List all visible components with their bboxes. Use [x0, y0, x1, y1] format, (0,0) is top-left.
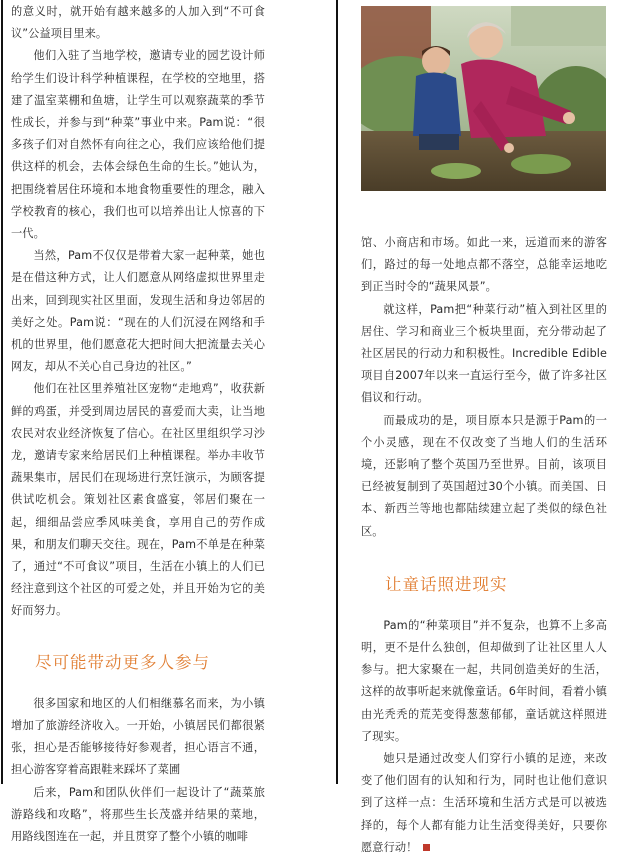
- paragraph-text: 她只是通过改变人们穿行小镇的足迹，来改变了他们固有的认知和行为，同时也让他们意识到了这样一点：生活环境和生活方式是可以被选择的，每个人都有能力让生活变得美好，只要你愿意行动！: [361, 752, 607, 854]
- left-column: [11, 0, 265, 843]
- paragraph: 当然，Pam不仅仅是带着大家一起种菜，她也是在借这种方式，让人们愿意从网络虚拟世界里走出来，回到现实社区里面，发现生活和身边邻居的美好之处。Pam说：“现在的人们沉浸在网络和手机的世界里，他们愿意花大把时间大把流量去关心网友，却从不关心自己身边的社区。”: [11, 249, 265, 374]
- end-mark-icon: [423, 844, 430, 851]
- section-heading: 尽可能带动更多人参与: [35, 652, 210, 672]
- paragraph: 而最成功的是，项目原本只是源于Pam的一个小灵感，现在不仅改变了当地人们的生活环境，还影响了整个英国乃至世界。目前，该项目已经被复制到了英国超过30个小镇。而美国、日本、新西兰等地也都陆续建立起了类似的绿色社区。: [361, 413, 607, 538]
- paragraph: 的意义时，就开始有越来越多的人加入到“不可食议”公益项目里来。: [11, 5, 265, 41]
- right-column-rule: [336, 0, 338, 784]
- left-column-rule: [1, 0, 3, 784]
- section-heading: 让童话照进现实: [385, 574, 508, 594]
- paragraph: 就这样，Pam把“种菜行动”植入到社区里的居住、学习和商业三个板块里面，充分带动起了社区居民的行动力和积极性。Incredible Edible项目自2007年以来一直运行至今，做了许多社区倡议和行动。: [361, 302, 607, 405]
- paragraph: 很多国家和地区的人们相继慕名而来，为小镇增加了旅游经济收入。一开始，小镇居民们都很紧张，担心是否能够接待好参观者，担心语言不通，担心游客穿着高跟鞋来踩坏了菜圃: [11, 696, 265, 777]
- paragraph: 后来，Pam和团队伙伴们一起设计了“蔬菜旅游路线和攻略”，将那些生长茂盛并结果的菜地，用路线图连在一起，并且贯穿了整个小镇的咖啡: [11, 785, 265, 843]
- paragraph: 他们入驻了当地学校，邀请专业的园艺设计师给学生们设计科学种植课程，在学校的空地里，搭建了温室菜棚和鱼塘，让学生可以观察蔬菜的季节性成长，并参与到“种菜”事业中来。Pam说：“很多孩子们对自然怀有向往之心，我们应该给他们提供这样的机会，去体会绿色生命的生长。”她认为，把围绕着居住环境和本地食物重要性的理念，融入学校教育的核心，我们也可以培养出让人惊喜的下一代。: [11, 49, 265, 241]
- garden-photo: [361, 6, 606, 191]
- paragraph: Pam的“种菜项目”并不复杂，也算不上多高明，更不是什么独创，但却做到了让社区里人人参与。把大家聚在一起，共同创造美好的生活，这样的故事听起来就像童话。6年时间，看着小镇由光秃秃的荒芜变得葱葱郁郁，童话就这样照进了现实。: [361, 618, 607, 743]
- paragraph: [361, 748, 607, 859]
- paragraph: 他们在社区里养殖社区宠物“走地鸡”，收获新鲜的鸡蛋，并受到周边居民的喜爱而大卖，让当地农民对农业经济恢复了信心。在社区里组织学习沙龙，邀请专家来给居民们上种植课程。举办丰收节蔬果集市，居民们在现场进行烹饪演示，为顾客提供试吃机会。策划社区素食盛宴，邻居们聚在一起，细细品尝应季风味美食，享用自己的劳作成果，和朋友们聊天交往。现在，Pam不单是在种菜了，通过“不可食议”项目，生活在小镇上的人们已经注意到这个社区的可爱之处，并且开始为它的美好而努力。: [11, 382, 265, 618]
- right-column: [361, 232, 607, 859]
- paragraph: 馆、小商店和市场。如此一来，远道而来的游客们，路过的每一处地点都不落空，总能幸运地吃到正当时令的“蔬果风景”。: [361, 236, 607, 294]
